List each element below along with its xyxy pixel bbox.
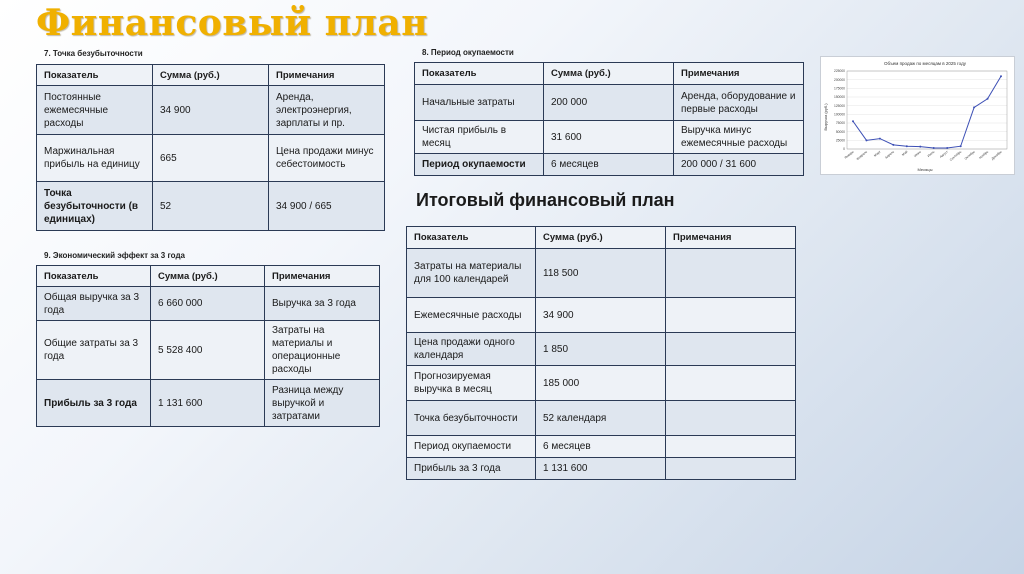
slide-title: Финансовый план — [36, 2, 429, 44]
x-tick-label: Август — [938, 149, 949, 159]
three-year-effect-table — [36, 265, 380, 427]
table-row — [37, 380, 380, 427]
cell-amount: 52 — [153, 182, 269, 231]
plot-area — [847, 71, 1007, 149]
sales-line-chart — [821, 57, 1014, 174]
cell-indicator: Период окупаемости — [415, 154, 544, 176]
cell-amount: 185 000 — [536, 366, 666, 401]
col-header: Показатель — [407, 227, 536, 249]
col-header: Показатель — [415, 63, 544, 85]
data-point — [865, 139, 867, 141]
table-row — [407, 298, 796, 333]
x-tick-label: Ноябрь — [978, 149, 990, 160]
x-tick-label: Октябрь — [963, 149, 976, 161]
cell-amount: 1 131 600 — [536, 458, 666, 480]
cell-indicator: Точка безубыточности — [407, 401, 536, 436]
cell-indicator: Прибыль за 3 года — [37, 380, 151, 427]
cell-note: Выручка минус ежемесячные расходы — [674, 121, 804, 154]
cell-amount: 1 850 — [536, 333, 666, 366]
cell-indicator: Постоянные ежемесячные расходы — [37, 86, 153, 135]
series-line — [853, 76, 1001, 148]
payback-table — [414, 62, 804, 176]
section8-caption: 8. Период окупаемости — [422, 48, 514, 57]
col-header: Примечания — [674, 63, 804, 85]
cell-note — [666, 298, 796, 333]
y-tick-label: 0 — [843, 147, 845, 152]
cell-amount: 34 900 — [153, 86, 269, 135]
data-point — [919, 146, 921, 148]
cell-note — [666, 333, 796, 366]
col-header: Сумма (руб.) — [536, 227, 666, 249]
cell-indicator: Прогнозируемая выручка в месяц — [407, 366, 536, 401]
col-header: Показатель — [37, 65, 153, 86]
data-point — [879, 138, 881, 140]
col-header: Сумма (руб.) — [151, 266, 265, 287]
cell-indicator: Начальные затраты — [415, 85, 544, 121]
col-header: Примечания — [265, 266, 380, 287]
x-tick-label: Декабрь — [990, 149, 1003, 161]
table-row — [407, 436, 796, 458]
table-row — [407, 458, 796, 480]
cell-note: Цена продажи минус себестоимость — [269, 135, 385, 182]
sales-chart — [820, 56, 1015, 175]
cell-indicator: Ежемесячные расходы — [407, 298, 536, 333]
cell-amount: 665 — [153, 135, 269, 182]
y-tick-label: 100000 — [833, 112, 845, 117]
y-tick-label: 125000 — [833, 103, 845, 108]
cell-amount: 52 календаря — [536, 401, 666, 436]
y-tick-label: 175000 — [833, 86, 845, 91]
chart-ylabel: Выручка (руб.) — [823, 103, 828, 131]
data-point — [960, 145, 962, 147]
cell-amount: 31 600 — [544, 121, 674, 154]
data-point — [946, 147, 948, 149]
table-row — [37, 287, 380, 321]
data-point — [1000, 75, 1002, 77]
cell-indicator: Чистая прибыль в месяц — [415, 121, 544, 154]
table-row — [415, 154, 804, 176]
breakeven-table — [36, 64, 385, 231]
col-header: Примечания — [269, 65, 385, 86]
cell-note: 34 900 / 665 — [269, 182, 385, 231]
x-tick-label: Февраль — [855, 149, 869, 162]
table-row — [407, 249, 796, 298]
x-tick-label: Июль — [926, 149, 936, 158]
table-row — [37, 86, 385, 135]
y-tick-label: 225000 — [833, 69, 845, 74]
section7-caption: 7. Точка безубыточности — [44, 49, 143, 58]
summary-heading: Итоговый финансовый план — [416, 190, 675, 210]
data-point — [933, 147, 935, 149]
table-row — [407, 401, 796, 436]
data-point — [973, 106, 975, 108]
summary-table — [406, 226, 796, 480]
y-tick-label: 50000 — [835, 129, 845, 134]
col-header: Показатель — [37, 266, 151, 287]
cell-note — [666, 249, 796, 298]
chart-xlabel: Месяцы — [917, 167, 933, 172]
cell-note: Разница между выручкой и затратами — [265, 380, 380, 427]
data-point — [852, 120, 854, 122]
col-header: Сумма (руб.) — [544, 63, 674, 85]
y-tick-label: 75000 — [835, 121, 845, 126]
cell-note — [666, 366, 796, 401]
cell-indicator: Общая выручка за 3 года — [37, 287, 151, 321]
cell-amount: 6 660 000 — [151, 287, 265, 321]
cell-amount: 34 900 — [536, 298, 666, 333]
x-tick-label: Январь — [843, 149, 855, 160]
x-tick-label: Апрель — [884, 149, 896, 160]
x-tick-label: Сентябрь — [948, 149, 963, 162]
section9-caption: 9. Экономический эффект за 3 года — [44, 251, 185, 260]
cell-amount: 6 месяцев — [536, 436, 666, 458]
x-tick-label: Март — [873, 149, 882, 158]
data-point — [906, 145, 908, 147]
chart-title: Объем продаж по месяцам в 2025 году — [884, 61, 966, 66]
cell-indicator: Цена продажи одного календаря — [407, 333, 536, 366]
cell-indicator: Маржинальная прибыль на единицу — [37, 135, 153, 182]
table-row — [37, 321, 380, 380]
cell-note: Затраты на материалы и операционные расходы — [265, 321, 380, 380]
table-row — [37, 182, 385, 231]
cell-amount: 5 528 400 — [151, 321, 265, 380]
cell-indicator: Точка безубыточности (в единицах) — [37, 182, 153, 231]
table-row — [407, 366, 796, 401]
cell-note: Аренда, электроэнергия, зарплаты и пр. — [269, 86, 385, 135]
y-tick-label: 200000 — [833, 77, 845, 82]
col-header: Примечания — [666, 227, 796, 249]
y-tick-label: 25000 — [835, 138, 845, 143]
cell-amount: 118 500 — [536, 249, 666, 298]
y-tick-label: 150000 — [833, 95, 845, 100]
x-tick-label: Май — [901, 149, 909, 157]
table-row — [415, 121, 804, 154]
cell-note — [666, 436, 796, 458]
cell-indicator: Затраты на материалы для 100 календарей — [407, 249, 536, 298]
cell-amount: 1 131 600 — [151, 380, 265, 427]
table-row — [37, 135, 385, 182]
cell-note: Аренда, оборудование и первые расходы — [674, 85, 804, 121]
cell-note — [666, 401, 796, 436]
table-row — [415, 85, 804, 121]
data-point — [987, 98, 989, 100]
cell-amount: 200 000 — [544, 85, 674, 121]
data-point — [892, 144, 894, 146]
cell-amount: 6 месяцев — [544, 154, 674, 176]
cell-note: Выручка за 3 года — [265, 287, 380, 321]
cell-indicator: Общие затраты за 3 года — [37, 321, 151, 380]
x-tick-label: Июнь — [913, 149, 922, 158]
cell-note: 200 000 / 31 600 — [674, 154, 804, 176]
table-row — [407, 333, 796, 366]
cell-indicator: Период окупаемости — [407, 436, 536, 458]
cell-indicator: Прибыль за 3 года — [407, 458, 536, 480]
col-header: Сумма (руб.) — [153, 65, 269, 86]
cell-note — [666, 458, 796, 480]
